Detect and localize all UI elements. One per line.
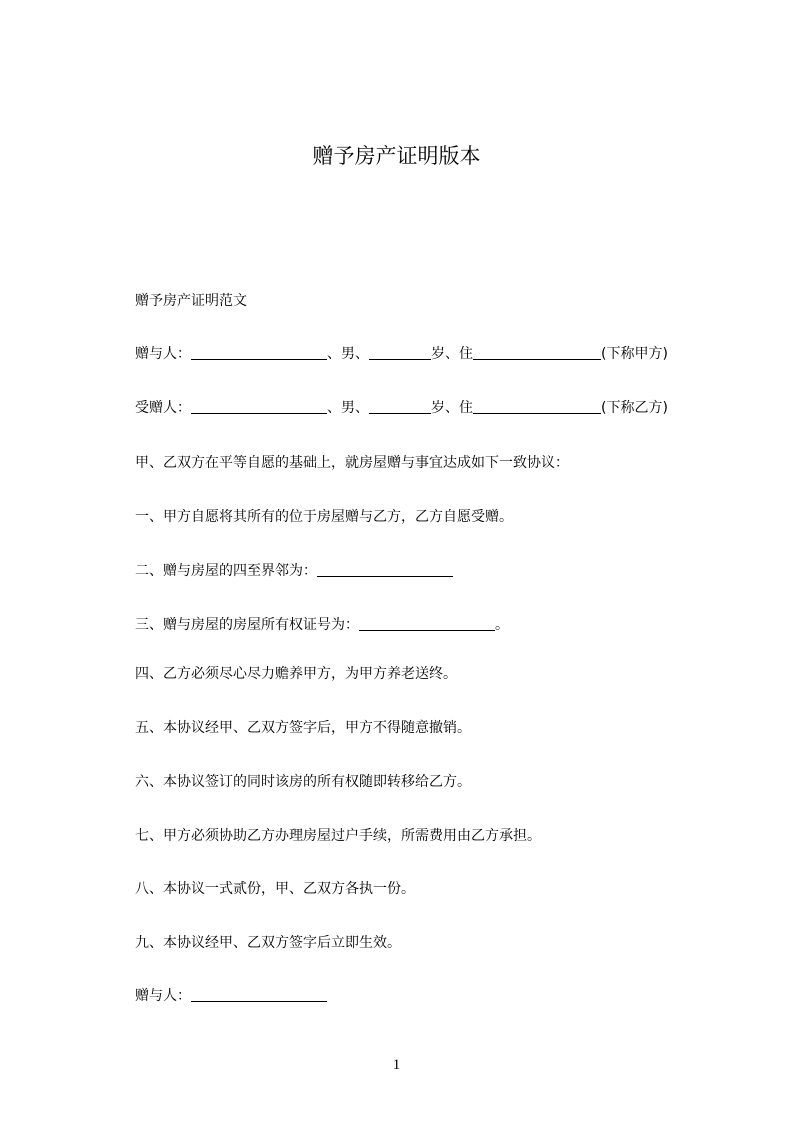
page-number: 1 xyxy=(392,1057,401,1073)
donor-gender-separator: 、男、 xyxy=(327,346,369,362)
donor-age-separator: 岁、住 xyxy=(431,346,473,362)
clause-6: 六、本协议签订的同时该房的所有权随即转移给乙方。 xyxy=(135,774,471,790)
clause-8: 八、本协议一式贰份，甲、乙双方各执一份。 xyxy=(135,881,415,897)
document-subtitle: 赠予房产证明范文 xyxy=(135,293,247,309)
clause-3-blank xyxy=(359,616,495,631)
donor-label: 赠与人： xyxy=(135,346,191,362)
donee-age-blank xyxy=(369,399,431,414)
donor-address-blank xyxy=(473,345,601,360)
donor-name-blank xyxy=(191,345,327,360)
clause-3-label: 三、赠与房屋的房屋所有权证号为： xyxy=(135,617,359,633)
donee-gender-separator: 、男、 xyxy=(327,400,369,416)
clause-7: 七、甲方必须协助乙方办理房屋过户手续，所需费用由乙方承担。 xyxy=(135,828,541,844)
clause-2-label: 二、赠与房屋的四至界邻为： xyxy=(135,563,317,579)
clause-4: 四、乙方必须尽心尽力赡养甲方，为甲方养老送终。 xyxy=(135,666,457,682)
clause-1: 一、甲方自愿将其所有的位于房屋赠与乙方，乙方自愿受赠。 xyxy=(135,509,513,525)
clause-3 xyxy=(135,615,509,635)
intro-paragraph: 甲、乙双方在平等自愿的基础上，就房屋赠与事宜达成如下一致协议： xyxy=(135,455,569,471)
clause-5: 五、本协议经甲、乙双方签字后，甲方不得随意撤销。 xyxy=(135,720,471,736)
donee-name-blank xyxy=(191,399,327,414)
donor-line xyxy=(135,344,668,364)
donee-line xyxy=(135,398,668,418)
donee-label: 受赠人： xyxy=(135,400,191,416)
donor-suffix: (下称甲方) xyxy=(601,346,668,362)
clause-2 xyxy=(135,561,453,581)
document-title: 赠予房产证明版本 xyxy=(312,144,481,168)
donor-age-blank xyxy=(369,345,431,360)
donee-suffix: (下称乙方) xyxy=(601,400,668,416)
signature-label: 赠与人： xyxy=(135,988,191,1004)
donee-age-separator: 岁、住 xyxy=(431,400,473,416)
signature-line xyxy=(135,986,327,1006)
clause-2-blank xyxy=(317,562,453,577)
clause-9: 九、本协议经甲、乙双方签字后立即生效。 xyxy=(135,935,401,951)
clause-3-end: 。 xyxy=(495,617,509,633)
signature-blank xyxy=(191,987,327,1002)
donee-address-blank xyxy=(473,399,601,414)
